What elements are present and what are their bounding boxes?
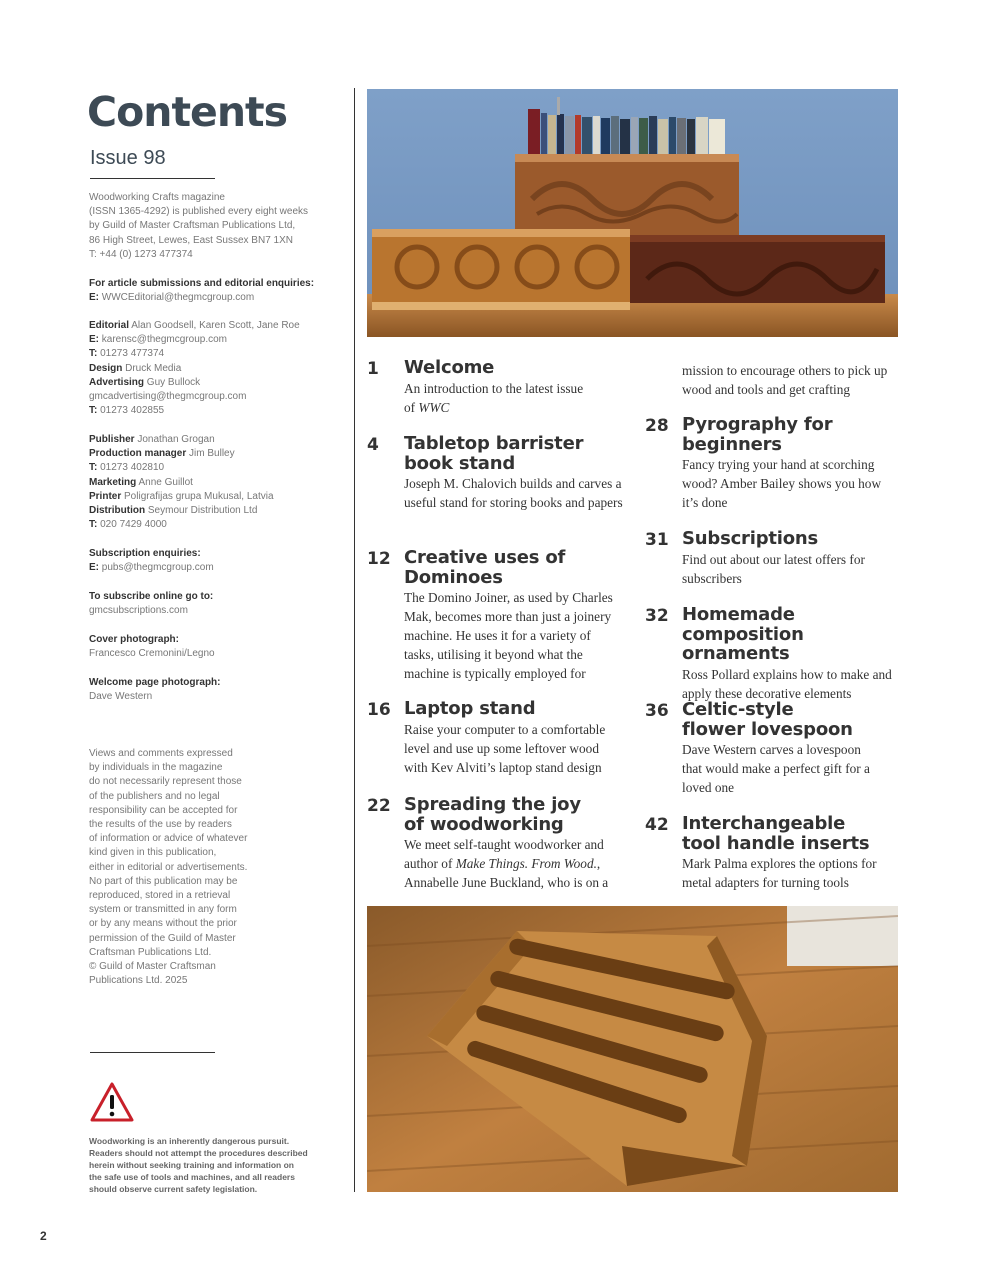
disclaimer-line: the results of the use by readers bbox=[89, 819, 232, 831]
subscription-enquiries bbox=[89, 547, 339, 575]
marketing-value: Anne Guillot bbox=[138, 476, 193, 488]
entry-composition-ornaments[interactable] bbox=[645, 605, 905, 703]
entry-page-number: 31 bbox=[645, 530, 669, 550]
email-prefix: E: bbox=[89, 292, 99, 304]
phone-prefix: T: bbox=[89, 462, 98, 474]
page-title: Contents bbox=[87, 88, 288, 136]
entry-tool-handle-inserts[interactable] bbox=[645, 814, 905, 892]
entry-description: Fancy trying your hand at scorching wood? Amber Bailey shows you how it’s done bbox=[682, 457, 882, 510]
disclaimer-line: © Guild of Master Craftsman bbox=[89, 961, 216, 973]
disclaimer-line: No part of this publication may be bbox=[89, 875, 238, 887]
welcome-photographer: Dave Western bbox=[89, 691, 153, 703]
pub-line: Woodworking Crafts magazine bbox=[89, 192, 225, 203]
subscribe-online bbox=[89, 590, 339, 618]
cover-heading: Cover photograph: bbox=[89, 634, 179, 645]
disclaimer-line: Publications Ltd. 2025 bbox=[89, 975, 188, 987]
disclaimer-line: of the publishers and no legal bbox=[89, 790, 220, 802]
cover-credit bbox=[89, 633, 339, 661]
laptop-stand-photo bbox=[367, 906, 898, 1192]
entry-page-number: 32 bbox=[645, 606, 669, 626]
entry-description: The Domino Joiner, as used by Charles Mak, becomes more than just a joinery machine. He uses it for a variety of tasks, utilising it beyond what the machine is typically employed for bbox=[404, 590, 613, 681]
page-number: 2 bbox=[40, 1229, 47, 1243]
entry-description: Find out about our latest offers for subscribers bbox=[682, 551, 865, 586]
design-label: Design bbox=[89, 362, 123, 374]
advertising-value: Guy Bullock bbox=[146, 376, 201, 388]
safety-notice bbox=[89, 1135, 319, 1195]
safety-line: Woodworking is an inherently dangerous pursuit. bbox=[89, 1136, 290, 1146]
disclaimer-line: Craftsman Publications Ltd. bbox=[89, 946, 212, 958]
entry-description: Raise your computer to a comfortable level and use up some leftover wood with Kev Alviti’s laptop stand design bbox=[404, 721, 606, 775]
printer-label: Printer bbox=[89, 490, 122, 502]
phone-prefix: T: bbox=[89, 405, 98, 417]
production-staff bbox=[89, 433, 339, 532]
safety-line: Readers should not attempt the procedures described bbox=[89, 1148, 308, 1158]
entry-page-number: 12 bbox=[367, 549, 391, 569]
entry-title: Welcome bbox=[404, 357, 495, 378]
entry-page-number: 36 bbox=[645, 701, 669, 721]
subscription-email[interactable]: pubs@thegmcgroup.com bbox=[101, 562, 214, 574]
pub-line: by Guild of Master Craftsman Publications Ltd, bbox=[89, 220, 296, 232]
entry-description: An introduction to the latest issue of WWC bbox=[404, 380, 584, 415]
entry-lovespoon[interactable] bbox=[645, 700, 905, 797]
entry-page-number: 42 bbox=[645, 815, 669, 835]
advertising-label: Advertising bbox=[89, 376, 145, 388]
welcome-credit bbox=[89, 676, 339, 704]
entry-welcome[interactable] bbox=[367, 358, 627, 417]
entry-page-number: 4 bbox=[367, 435, 379, 455]
editorial-names: Alan Goodsell, Karen Scott, Jane Roe bbox=[131, 320, 300, 331]
entry-description: We meet self-taught woodworker and author of Make Things. From Wood., Annabelle June Buckland, who is on a bbox=[404, 837, 609, 890]
submissions-heading: For article submissions and editorial enquiries: bbox=[89, 278, 315, 289]
phone-prefix: T: bbox=[89, 348, 98, 360]
online-heading: To subscribe online go to: bbox=[89, 591, 214, 602]
production-phone: 01273 402810 bbox=[100, 462, 165, 474]
phone-prefix: T: bbox=[89, 519, 98, 531]
safety-line: herein without seeking training and information on bbox=[89, 1160, 294, 1170]
disclaimer-line: kind given in this publication, bbox=[89, 847, 217, 859]
divider bbox=[90, 1052, 215, 1053]
online-url[interactable]: gmcsubscriptions.com bbox=[89, 605, 188, 617]
entry-title: Interchangeable tool handle inserts bbox=[682, 813, 870, 854]
advertising-phone: 01273 402855 bbox=[100, 405, 165, 417]
disclaimer-line: responsibility can be accepted for bbox=[89, 804, 238, 816]
entry-description: Mark Palma explores the options for metal adapters for turning tools bbox=[682, 856, 877, 890]
pub-line: T: +44 (0) 1273 477374 bbox=[89, 248, 193, 260]
cover-photographer: Francesco Cremonini/Legno bbox=[89, 648, 215, 660]
entry-title: Spreading the joy of woodworking bbox=[404, 794, 581, 835]
entry-description-italic: Make Things. From Wood. bbox=[455, 856, 597, 871]
subscription-heading: Subscription enquiries: bbox=[89, 548, 201, 559]
publication-info bbox=[89, 191, 339, 262]
disclaimer-line: by individuals in the magazine bbox=[89, 762, 223, 774]
column-divider bbox=[354, 88, 355, 1192]
pub-line: (ISSN 1365-4292) is published every eight weeks bbox=[89, 206, 309, 218]
disclaimer-line: of information or advice of whatever bbox=[89, 833, 248, 845]
publisher-value: Jonathan Grogan bbox=[137, 434, 215, 445]
divider bbox=[90, 178, 215, 179]
entry-creative-dominoes[interactable] bbox=[367, 548, 627, 683]
pub-line: 86 High Street, Lewes, East Sussex BN7 1XN bbox=[89, 234, 293, 246]
entry-laptop-stand[interactable] bbox=[367, 699, 627, 777]
entry-title: Tabletop barrister book stand bbox=[404, 433, 584, 474]
entry-description: Joseph M. Chalovich builds and carves a useful stand for storing books and papers bbox=[404, 476, 623, 510]
entry-title: Subscriptions bbox=[682, 528, 819, 549]
entry-subscriptions[interactable] bbox=[645, 529, 905, 588]
editorial-staff bbox=[89, 319, 339, 418]
entry-pyrography[interactable] bbox=[645, 415, 905, 512]
carved-book-boxes-photo bbox=[367, 89, 898, 337]
production-value: Jim Bulley bbox=[189, 448, 235, 460]
marketing-label: Marketing bbox=[89, 476, 137, 488]
entry-description-italic: WWC bbox=[418, 399, 450, 415]
editorial-phone: 01273 477374 bbox=[100, 348, 165, 360]
disclaimer-line: or by any means without the prior bbox=[89, 918, 237, 930]
advertising-email[interactable]: gmcadvertising@thegmcgroup.com bbox=[89, 391, 247, 403]
entry-continuation: mission to encourage others to pick up wood and tools and get crafting bbox=[682, 363, 888, 397]
entry-page-number: 1 bbox=[367, 359, 379, 379]
entry-title: Pyrography for beginners bbox=[682, 414, 833, 455]
welcome-heading: Welcome page photograph: bbox=[89, 677, 221, 688]
entry-title: Celtic-style flower lovespoon bbox=[682, 699, 853, 740]
publisher-label: Publisher bbox=[89, 434, 135, 445]
entry-page-number: 28 bbox=[645, 416, 669, 436]
submissions-email[interactable]: WWCEditorial@thegmcgroup.com bbox=[101, 292, 255, 304]
disclaimer-line: either in editorial or advertisements. bbox=[89, 861, 248, 873]
production-label: Production manager bbox=[89, 448, 187, 460]
entry-description: Ross Pollard explains how to make and apply these decorative elements bbox=[682, 666, 892, 701]
entry-barrister-book-stand[interactable] bbox=[367, 434, 627, 512]
disclaimer-line: system or transmitted in any form bbox=[89, 904, 237, 916]
warning-icon bbox=[89, 1081, 135, 1123]
entry-title: Homemade composition ornaments bbox=[682, 604, 804, 664]
disclaimer-line: permission of the Guild of Master bbox=[89, 932, 236, 944]
disclaimer-line: do not necessarily represent those bbox=[89, 776, 242, 788]
entry-title: Creative uses of Dominoes bbox=[404, 547, 566, 588]
email-prefix: E: bbox=[89, 562, 99, 574]
legal-disclaimer bbox=[89, 747, 269, 988]
entry-title: Laptop stand bbox=[404, 698, 536, 719]
design-value: Druck Media bbox=[125, 362, 182, 374]
disclaimer-line: Views and comments expressed bbox=[89, 748, 233, 759]
safety-line: should observe current safety legislation. bbox=[89, 1184, 258, 1194]
entry-joy-of-woodworking[interactable] bbox=[367, 795, 627, 892]
distribution-label: Distribution bbox=[89, 505, 146, 517]
printer-value: Poligrafijas grupa Mukusal, Latvia bbox=[124, 490, 274, 502]
submissions-info bbox=[89, 277, 339, 305]
distribution-value: Seymour Distribution Ltd bbox=[147, 505, 258, 517]
safety-line: the safe use of tools and machines, and all readers bbox=[89, 1172, 295, 1182]
editorial-label: Editorial bbox=[89, 320, 130, 331]
entry-page-number: 16 bbox=[367, 700, 391, 720]
editorial-email[interactable]: karensc@thegmcgroup.com bbox=[101, 334, 227, 346]
disclaimer-line: reproduced, stored in a retrieval bbox=[89, 890, 231, 902]
email-prefix: E: bbox=[89, 334, 99, 346]
entry-description: Dave Western carves a lovespoon that would make a perfect gift for a loved one bbox=[682, 742, 870, 795]
entry-page-number: 22 bbox=[367, 796, 391, 816]
issue-number: Issue 98 bbox=[90, 147, 166, 169]
distribution-phone: 020 7429 4000 bbox=[100, 519, 167, 531]
